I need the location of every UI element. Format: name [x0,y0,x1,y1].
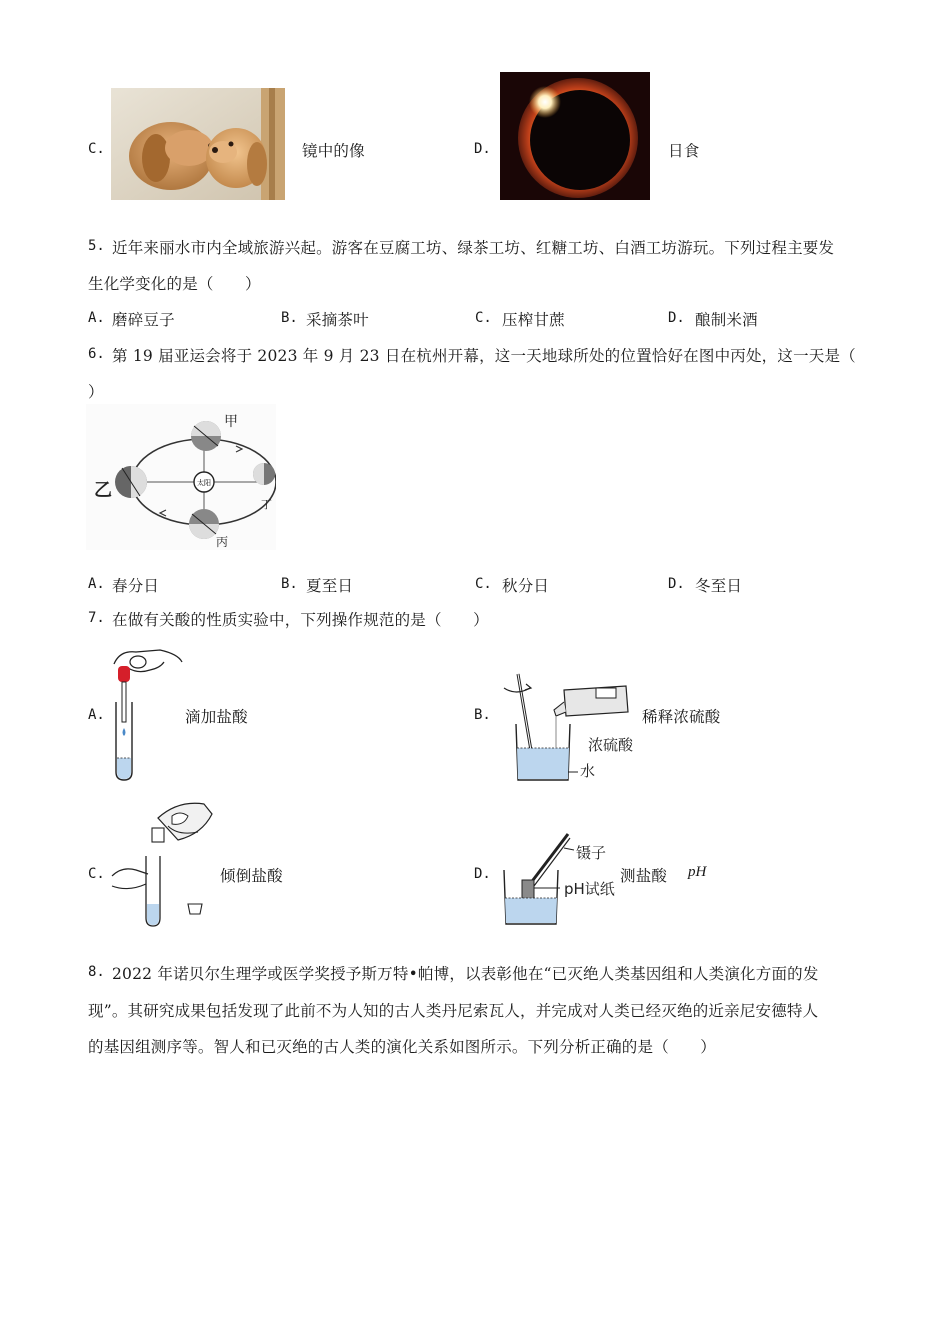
q5-option-a-text: 磨碎豆子 [112,311,175,329]
q6-stem-line1: 第 19 届亚运会将于 2023 年 9 月 23 日在杭州开幕，这一天地球所处的位置恰好在图中丙处，这一天是（ [112,347,856,365]
q8-stem-line1: 2022 年诺贝尔生理学或医学奖授予斯万特•帕博，以表彰他在“已灭绝人类基因组和人类演化方面的发 [112,965,819,983]
q7-number: 7. [88,610,105,626]
label-jia: 甲 [224,414,238,430]
q6-option-b-text: 夏至日 [306,577,354,595]
q5-number: 5. [88,238,105,254]
q5-option-c-letter: C. [475,310,492,326]
earth-jia-icon [191,421,221,451]
q6-option-d-text: 冬至日 [695,577,743,595]
q5-option-b-text: 采摘茶叶 [306,311,369,329]
q6-option-b-letter: B. [281,576,298,592]
dilute-sulfuric-acid-figure [496,668,646,784]
label-yi: 乙 [94,480,112,501]
mirror-image-photo [111,88,285,200]
q5-option-c-text: 压榨甘蔗 [502,311,565,329]
q6-option-d-letter: D. [668,576,685,592]
label-tweezers: 镊子 [576,844,607,862]
q8-number: 8. [88,964,105,980]
q5-stem-line1: 近年来丽水市内全域旅游兴起。游客在豆腐工坊、绿茶工坊、红糖工坊、白酒工坊游玩。下列过程主要发 [112,239,835,257]
earth-ding-icon [253,463,275,485]
q7-option-a-text: 滴加盐酸 [185,708,248,726]
q5-stem-line2: 生化学变化的是（ ） [88,275,261,293]
pour-acid-figure [108,796,220,928]
q4-option-c-letter: C. [88,141,105,157]
q7-option-c-letter: C. [88,866,105,882]
q5-option-d-letter: D. [668,310,685,326]
label-ding: 丁 [261,498,272,511]
q7-option-b-text: 稀释浓硫酸 [642,708,721,726]
q7-option-b-letter: B. [474,707,491,723]
q7-option-d-text: 测盐酸 [620,867,668,885]
q7-option-d-ph: pH [688,864,707,880]
q4-option-d-text: 日食 [668,142,700,160]
q5-option-b-letter: B. [281,310,298,326]
earth-bing-icon [189,509,219,539]
earth-yi-icon [115,466,147,498]
q7-option-d-letter: D. [474,866,491,882]
q8-stem-line2: 现”。其研究成果包括发现了此前不为人知的古人类丹尼索瓦人，并完成对人类已经灭绝的近亲尼安德特人 [88,1002,819,1020]
q7-option-c-text: 倾倒盐酸 [220,867,283,885]
label-concentrated-acid: 浓硫酸 [588,736,634,754]
solar-eclipse-photo [500,72,650,200]
q4-option-c-text: 镜中的像 [302,142,365,160]
ph-test-figure [496,828,622,928]
q5-option-a-letter: A. [88,310,105,326]
dropper-test-tube-figure [108,640,184,782]
label-water: 水 [580,762,596,780]
label-ph-paper: pH试纸 [564,880,615,898]
q6-option-a-text: 春分日 [112,577,160,595]
q4-option-d-letter: D. [474,141,491,157]
q6-number: 6. [88,346,105,362]
q6-stem-line2: ） [88,383,104,401]
q7-stem-line1: 在做有关酸的性质实验中，下列操作规范的是（ ） [112,611,489,629]
q6-option-a-letter: A. [88,576,105,592]
label-sun: 太阳 [197,479,211,487]
q8-stem-line3: 的基因组测序等。智人和已灭绝的古人类的演化关系如图所示。下列分析正确的是（ ） [88,1038,717,1056]
q7-option-a-letter: A. [88,707,105,723]
label-bing: 丙 [216,535,229,549]
q5-option-d-text: 酿制米酒 [695,311,758,329]
q6-option-c-letter: C. [475,576,492,592]
earth-orbit-diagram [86,404,276,550]
q6-option-c-text: 秋分日 [502,577,550,595]
